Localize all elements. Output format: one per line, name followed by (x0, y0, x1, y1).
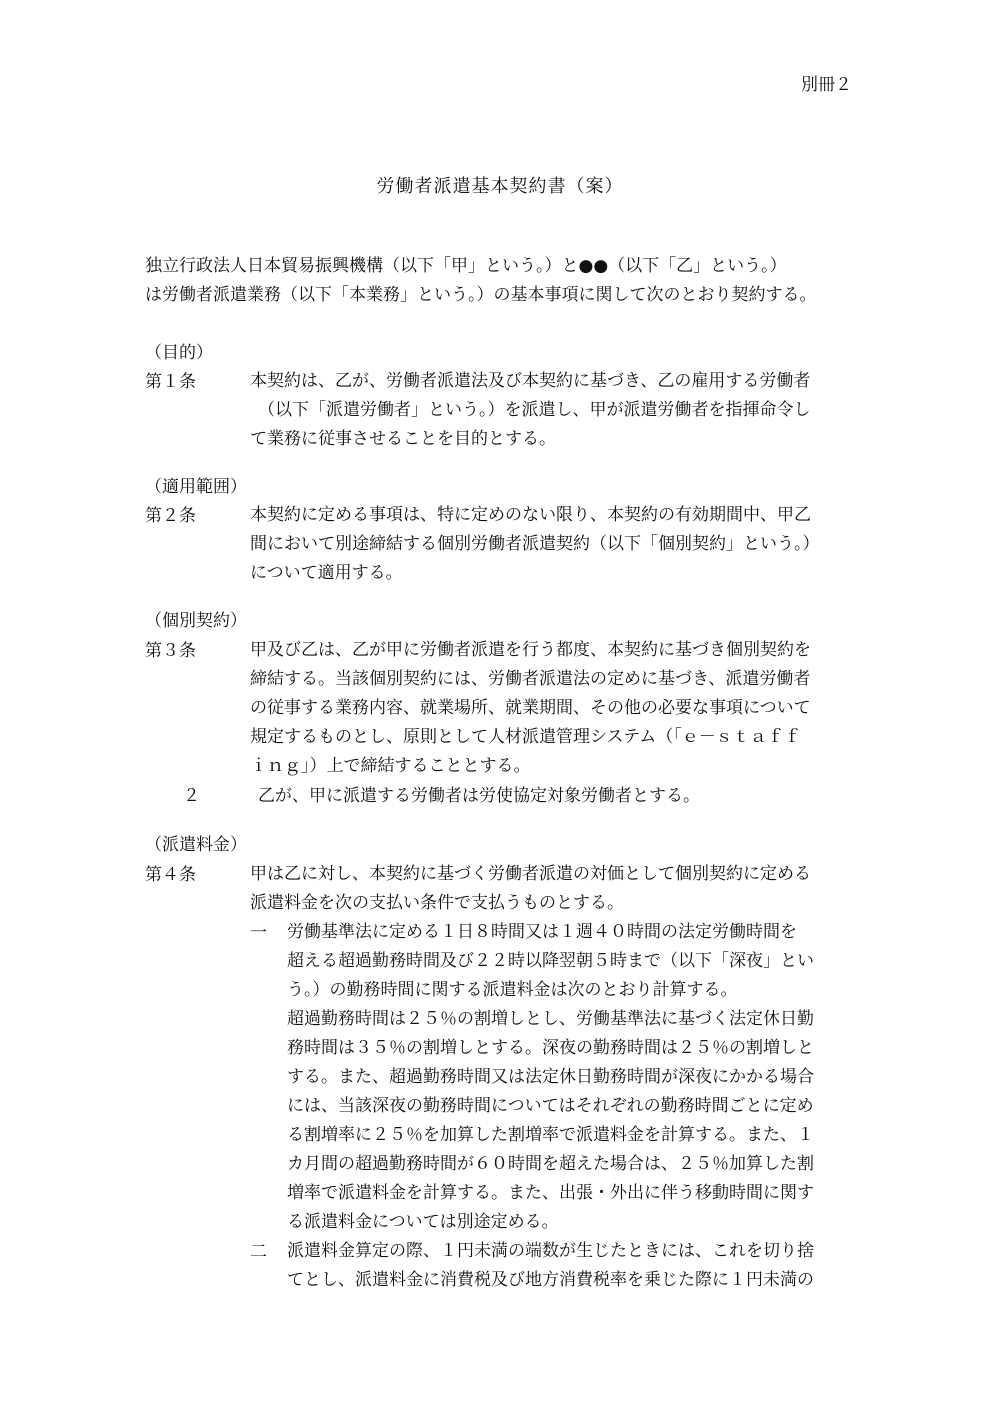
article-line: て業務に従事させることを目的とする。 (250, 429, 556, 449)
article-3-paragraph-2-text: 乙が、甲に派遣する労働者は労使協定対象労働者とする。 (258, 786, 700, 806)
item-line: には、当該深夜の勤務時間についてはそれぞれの勤務時間ごとに定め (287, 1096, 814, 1116)
article-line: の従事する業務内容、就業場所、就業期間、その他の必要な事項について (250, 698, 811, 718)
article-line: 派遣料金を次の支払い条件で支払うものとする。 (250, 893, 624, 913)
article-3-heading: （個別契約） (145, 611, 247, 631)
intro-paragraph (145, 252, 857, 310)
article-line: について適用する。 (250, 563, 403, 583)
item-line: カ月間の超過勤務時間が６０時間を超えた場合は、２５％加算した割 (287, 1154, 814, 1174)
article-line: 甲は乙に対し、本契約に基づく労働者派遣の対価として個別契約に定める (250, 864, 811, 884)
article-line: 間において別途締結する個別労働者派遣契約（以下「個別契約」という。） (250, 534, 820, 554)
item-line: 労働基準法に定める１日８時間又は１週４０時間の法定労働時間を (287, 922, 797, 942)
article-line: （以下「派遣労働者」という。）を派遣し、甲が派遣労働者を指揮命令し (258, 400, 811, 420)
item-line: する。また、超過勤務時間又は法定休日勤務時間が深夜にかかる場合 (287, 1067, 814, 1087)
article-line: 本契約に定める事項は、特に定めのない限り、本契約の有効期間中、甲乙 (250, 505, 811, 525)
article-2-number: 第２条 (145, 506, 196, 526)
article-line: 規定するものとし、原則として人材派遣管理システム（「ｅ－ｓｔａｆｆ (250, 727, 801, 747)
item-line: 超過勤務時間は２５％の割増しとし、労働基準法に基づく法定休日勤 (287, 1009, 814, 1029)
item-line: 増率で派遣料金を計算する。また、出張・外出に伴う移動時間に関す (287, 1183, 814, 1203)
document-title: 労働者派遣基本契約書（案） (376, 176, 624, 197)
article-3-number: 第３条 (145, 641, 196, 661)
article-3-paragraph-2-number: ２ (183, 786, 200, 806)
item-2-number: 二 (250, 1242, 267, 1262)
intro-line: は労働者派遣業務（以下「本業務」という。）の基本事項に関して次のとおり契約する。 (145, 285, 817, 305)
item-line: てとし、派遣料金に消費税及び地方消費税率を乗じた際に１円未満の (287, 1270, 814, 1290)
article-1-heading: （目的） (145, 343, 213, 363)
item-line: る派遣料金については別途定める。 (287, 1212, 559, 1232)
article-4-body (250, 860, 856, 918)
article-2-heading: （適用範囲） (145, 477, 247, 497)
article-line: 本契約は、乙が、労働者派遣法及び本契約に基づき、乙の雇用する労働者 (250, 371, 811, 391)
article-2-body (250, 501, 856, 588)
article-3-body (250, 636, 856, 781)
article-line: 締結する。当該個別契約には、労働者派遣法の定めに基づき、派遣労働者 (250, 669, 811, 689)
annex-label: 別冊２ (801, 75, 852, 95)
article-4-number: 第４条 (145, 865, 196, 885)
article-1-body (250, 367, 856, 454)
item-line: 派遣料金算定の際、１円未満の端数が生じたときには、これを切り捨 (287, 1241, 814, 1261)
article-4-heading: （派遣料金） (145, 835, 247, 855)
article-line: ｉｎｇ」）上で締結することとする。 (250, 756, 531, 776)
item-2-body (287, 1237, 857, 1295)
item-line: 超える超過勤務時間及び２２時以降翌朝５時まで（以下「深夜」とい (287, 951, 814, 971)
article-line: 甲及び乙は、乙が甲に労働者派遣を行う都度、本契約に基づき個別契約を (250, 640, 811, 660)
article-1-number: 第１条 (145, 372, 196, 392)
item-line: 務時間は３５％の割増しとする。深夜の勤務時間は２５％の割増しと (287, 1038, 814, 1058)
item-1-body (287, 918, 857, 1237)
item-line: る割増率に２５％を加算した割増率で派遣料金を計算する。また、１ (287, 1125, 814, 1145)
item-1-number: 一 (250, 923, 267, 943)
intro-line: 独立行政法人日本貿易振興機構（以下「甲」という。）と●●（以下「乙」という。） (145, 256, 787, 276)
item-line: う。）の勤務時間に関する派遣料金は次のとおり計算する。 (287, 980, 738, 1000)
